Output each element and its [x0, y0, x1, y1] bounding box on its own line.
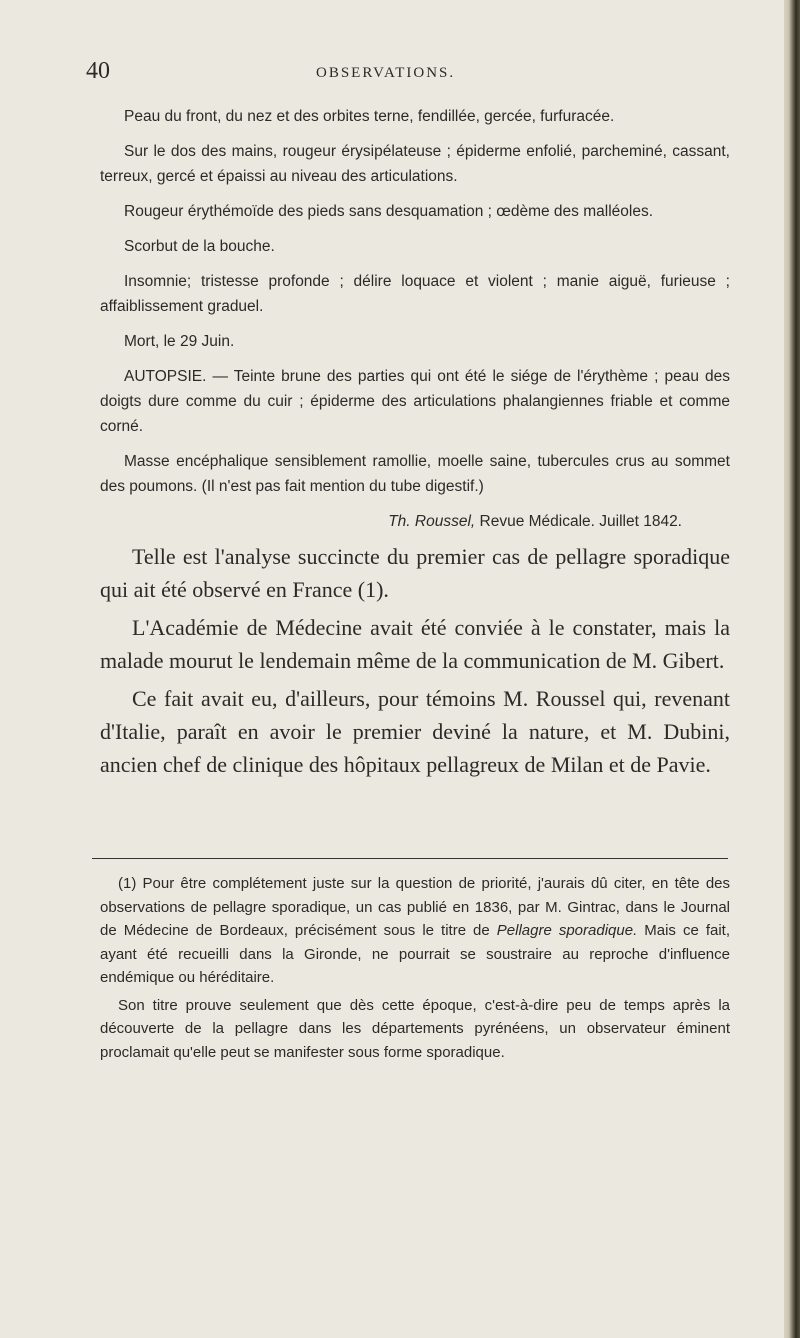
footnote — [100, 872, 730, 1068]
footnote-paragraph — [100, 872, 730, 990]
observation-block — [100, 104, 730, 534]
footnote-text: (1) Pour être complétement juste sur la question de priorité, j'aurais dû citer, en tête des observations de pellagre sporadique, un cas publié en 1836, par M. Gintrac, dans le Journal de Médecine de Bordeaux, précisément sous le titre de — [100, 875, 730, 939]
citation-author: Th. Roussel, — [388, 513, 476, 530]
observation-paragraph: Insomnie; tristesse profonde ; délire loquace et violent ; manie aiguë, furieuse ; affaiblissement graduel. — [100, 273, 730, 315]
observation-paragraph: Rougeur érythémoïde des pieds sans desquamation ; œdème des malléoles. — [124, 203, 654, 220]
footnote-divider — [92, 858, 728, 859]
page-number: 40 — [86, 58, 110, 84]
observation-paragraph: Peau du front, du nez et des orbites terne, fendillée, gercée, furfuracée. — [124, 108, 615, 125]
body-paragraph: Telle est l'analyse succincte du premier cas de pellagre sporadique qui ait été observé en France (1). — [100, 544, 730, 602]
observation-paragraph: Scorbut de la bouche. — [124, 238, 275, 255]
observation-paragraph: AUTOPSIE. — Teinte brune des parties qui ont été le siége de l'érythème ; peau des doigts dure comme du cuir ; épiderme des articulations phalangiennes friable et comme corné. — [100, 368, 730, 435]
footnote-title: Pellagre sporadique. — [496, 922, 638, 939]
footnote-paragraph: Son titre prouve seulement que dès cette époque, c'est-à-dire peu de temps après la découverte de la pellagre dans les départements pyrénéens, un observateur éminent proclamait qu'elle peut se manifester sous forme sporadique. — [100, 996, 730, 1061]
body-paragraph: Ce fait avait eu, d'ailleurs, pour témoins M. Roussel qui, revenant d'Italie, paraît en avoir le premier deviné la nature, et M. Dubini, ancien chef de clinique des hôpitaux pellagreux de Milan et de Pavie. — [100, 686, 730, 777]
citation-source: Revue Médicale. Juillet 1842. — [479, 513, 682, 530]
observation-paragraph: Sur le dos des mains, rougeur érysipélateuse ; épiderme enfolié, parcheminé, cassant, terreux, gercé et épaissi au niveau des articulations. — [100, 143, 730, 185]
footnote-text: Mais ce fait, ayant été recueilli dans la Gironde, ne pourrait se soustraire au reproche d'influence endémique ou héréditaire. — [100, 922, 731, 986]
page-header — [86, 58, 726, 90]
observation-paragraph: Mort, le 29 Juin. — [124, 333, 235, 350]
body-text — [100, 540, 730, 786]
running-title: OBSERVATIONS. — [316, 65, 456, 81]
citation — [100, 509, 730, 534]
body-paragraph: L'Académie de Médecine avait été conviée à le constater, mais la malade mourut le lendemain même de la communication de M. Gibert. — [100, 615, 730, 673]
book-spine-edge — [784, 0, 800, 1338]
observation-paragraph: Masse encéphalique sensiblement ramollie, moelle saine, tubercules crus au sommet des poumons. (Il n'est pas fait mention du tube digestif.) — [100, 453, 730, 495]
